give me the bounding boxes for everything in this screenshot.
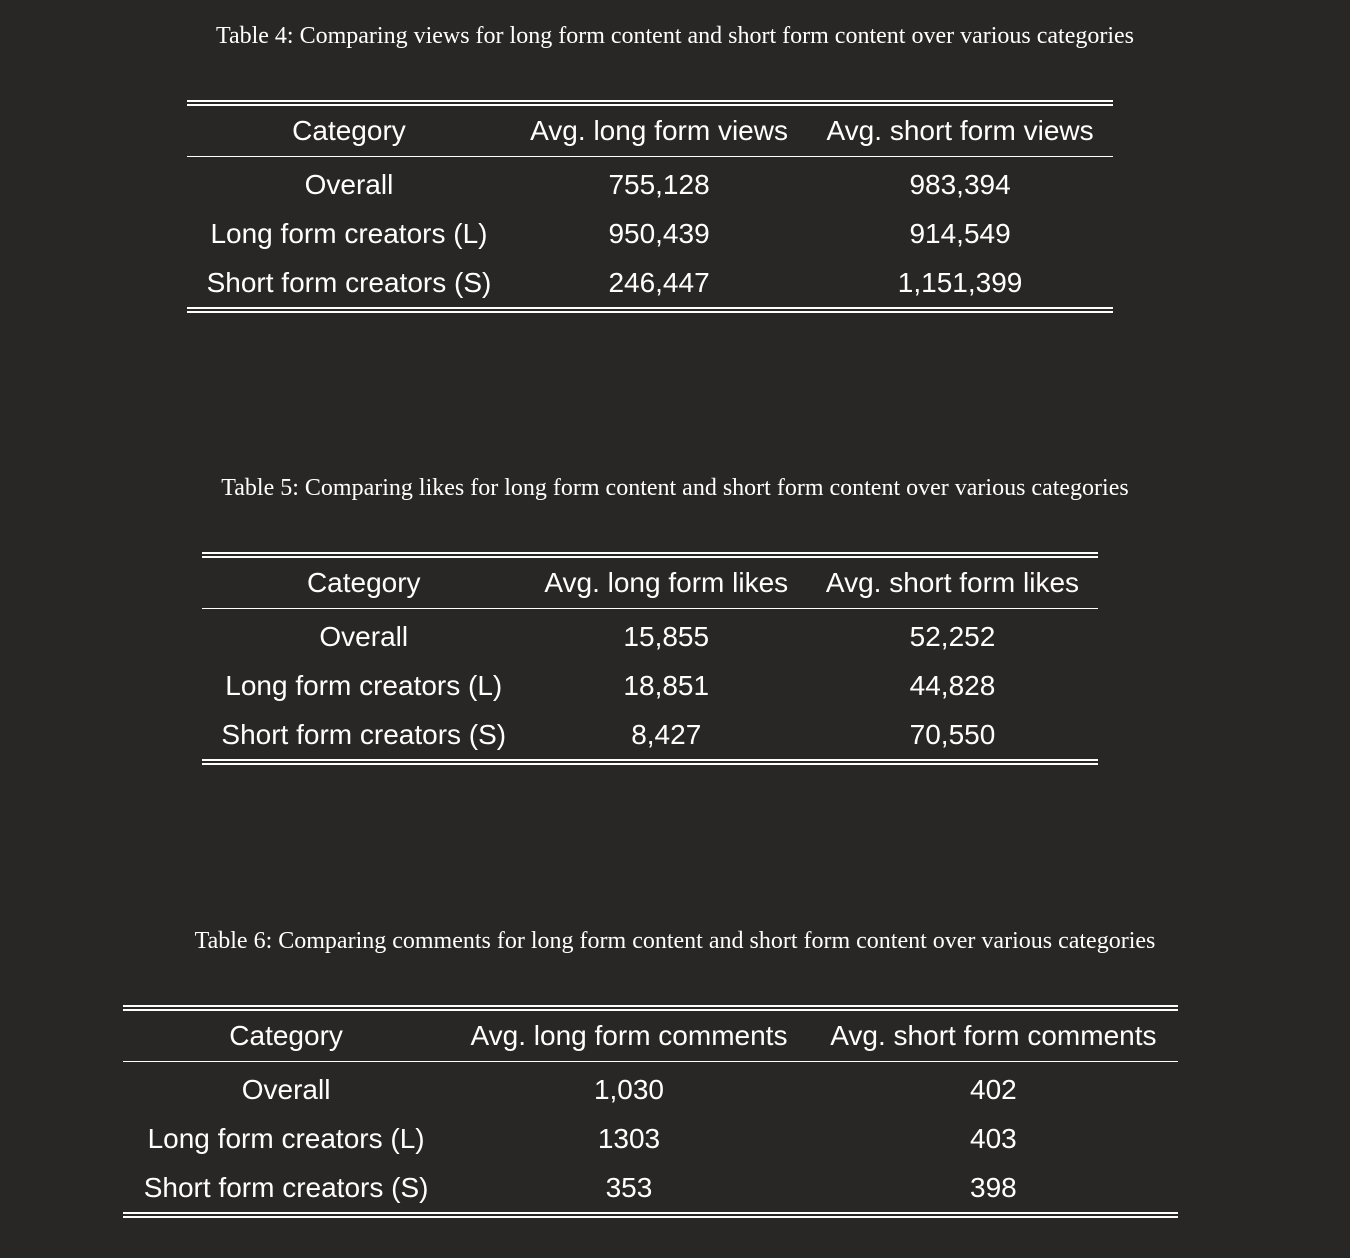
table-5-caption: Table 5: Comparing likes for long form content and short form content over various categories [221, 475, 1129, 501]
category-cell: Long form creators (L) [210, 217, 488, 249]
table-row [202, 661, 1098, 710]
table-row [187, 258, 1113, 310]
long-form-value-cell: 950,439 [608, 217, 710, 249]
column-header-long-form: Avg. long form views [530, 115, 788, 146]
category-cell: Overall [319, 620, 409, 652]
long-form-value-cell: 8,427 [631, 718, 702, 750]
category-cell: Short form creators (S) [221, 718, 507, 750]
table-4-caption: Table 4: Comparing views for long form content and short form content over various categories [215, 23, 1135, 49]
column-header-short-form: Avg. short form comments [830, 1020, 1157, 1051]
category-cell: Long form creators (L) [147, 1122, 425, 1154]
table-row [123, 1163, 1178, 1215]
table-row [187, 157, 1113, 210]
table-row [202, 609, 1098, 662]
column-header-category: Category [306, 567, 421, 598]
table-6-caption: Table 6: Comparing comments for long form content and short form content over various categories [194, 928, 1156, 954]
short-form-value-cell: 44,828 [909, 669, 996, 701]
short-form-value-cell: 402 [970, 1073, 1017, 1105]
table-row [123, 1114, 1178, 1163]
column-header-category: Category [229, 1020, 343, 1051]
long-form-value-cell: 18,851 [623, 669, 710, 701]
short-form-value-cell: 1,151,399 [897, 266, 1023, 298]
column-header-category: Category [292, 115, 406, 146]
table-6 [123, 1005, 1178, 1218]
table-row [123, 1062, 1178, 1115]
column-header-long-form: Avg. long form comments [470, 1020, 788, 1051]
category-cell: Overall [304, 168, 394, 200]
short-form-value-cell: 983,394 [909, 168, 1011, 200]
long-form-value-cell: 15,855 [623, 620, 710, 652]
table-header-row [202, 555, 1098, 609]
short-form-value-cell: 403 [970, 1122, 1017, 1154]
long-form-value-cell: 1,030 [593, 1073, 665, 1105]
long-form-value-cell: 246,447 [608, 266, 710, 298]
short-form-value-cell: 914,549 [909, 217, 1011, 249]
column-header-short-form: Avg. short form views [826, 115, 1094, 146]
table-row [187, 209, 1113, 258]
category-cell: Short form creators (S) [206, 266, 492, 298]
category-cell: Short form creators (S) [143, 1171, 429, 1203]
short-form-value-cell: 52,252 [909, 620, 996, 652]
category-cell: Long form creators (L) [225, 669, 503, 701]
long-form-value-cell: 1303 [597, 1122, 661, 1154]
table-4 [187, 100, 1113, 313]
short-form-value-cell: 398 [970, 1171, 1017, 1203]
long-form-value-cell: 755,128 [608, 168, 710, 200]
column-header-short-form: Avg. short form likes [825, 567, 1080, 598]
table-5 [202, 552, 1098, 765]
table-header-row [187, 103, 1113, 157]
category-cell: Overall [241, 1073, 331, 1105]
long-form-value-cell: 353 [605, 1171, 653, 1203]
column-header-long-form: Avg. long form likes [544, 567, 789, 598]
table-header-row [123, 1008, 1178, 1062]
short-form-value-cell: 70,550 [909, 718, 996, 750]
table-row [202, 710, 1098, 762]
